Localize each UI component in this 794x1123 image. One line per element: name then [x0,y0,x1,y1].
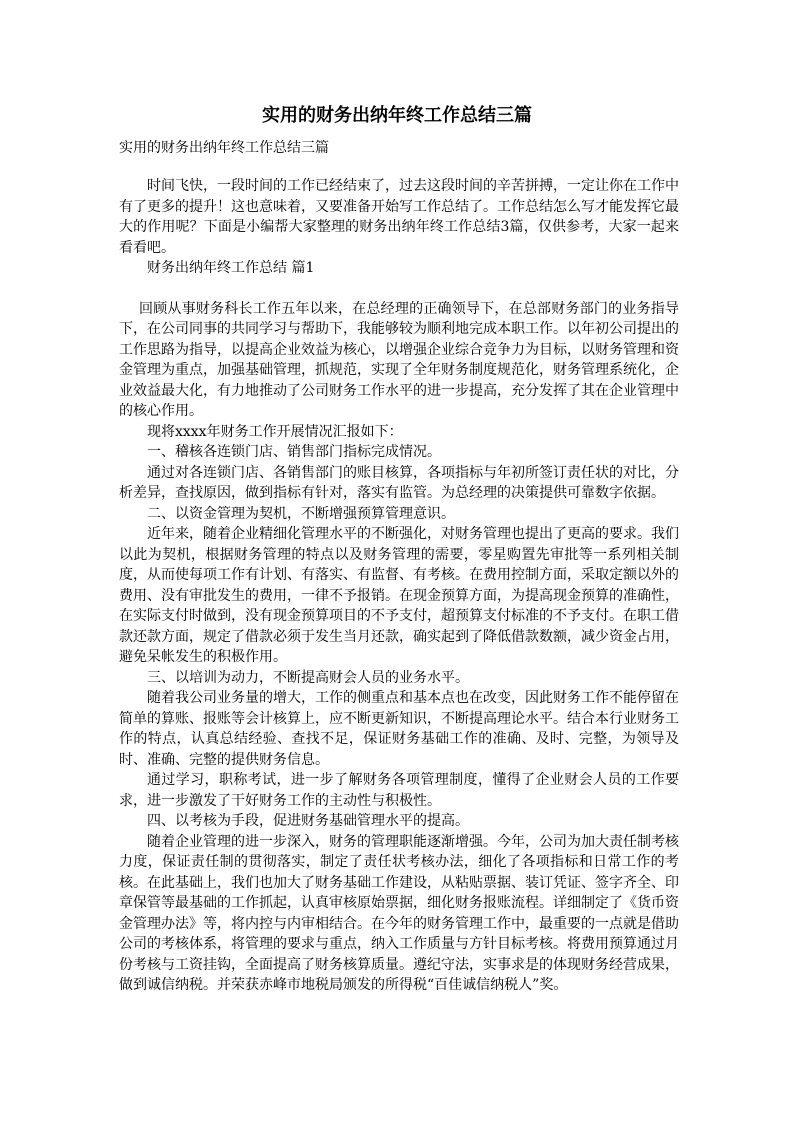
body-paragraph: 随着企业管理的进一步深入，财务的管理职能逐渐增强。今年，公司为加大责任制考核力度，保证责任制的贯彻落实，制定了责任状考核办法，细化了各项指标和日常工作的考核。在此基础上，我们也加大了财务基础工作建设，从粘贴票据、装订凭证、签字齐全、印章保管等最基础的工作抓起，认真审核原始票据，细化财务报账流程。详细制定了《货币资金管理办法》等，将内控与内审相结合。在今年的财务管理工作中，最重要的一点就是借助公司的考核体系，将管理的要求与重点，纳入工作质量与方针目标考核。将费用预算通过月份考核与工资挂钩，全面提高了财务核算质量。遵纪守法，实事求是的体现财务经营成果，做到诚信纳税。并荣获赤峰市地税局颁发的所得税“百佳诚信纳税人”奖。 [119,833,679,993]
document-subtitle: 实用的财务出纳年终工作总结三篇 [119,140,329,156]
body-paragraph: 随着我公司业务量的增大，工作的侧重点和基本点也在改变，因此财务工作不能停留在简单的算账、报账等会计核算上，应不断更新知识，不断提高理论水平。结合本行业财务工作的特点，认真总结经验、查找不足，保证财务基础工作的准确、及时、完整，为领导及时、准确、完整的提供财务信息。 [119,690,679,768]
subheading: 二、以资金管理为契机，不断增强预算管理意识。 [147,505,455,522]
subheading: 四、以考核为手段，促进财务基础管理水平的提高。 [147,813,469,829]
body-paragraph: 回顾从事财务科长工作五年以来，在总经理的正确领导下，在总部财务部门的业务指导下，在公司同事的共同学习与帮助下，我能够较为顺利地完成本职工作。以年初公司提出的工作思路为指导，以提高企业效益为核心，以增强企业综合竞争力为目标，以财务管理和资金管理为重点，加强基础管理，抓规范，实现了全年财务制度规范化，财务管理系统化，企业效益最大化，有力地推动了公司财务工作水平的进一步提高，充分发挥了其在企业管理中的核心作用。 [119,300,679,419]
body-paragraph: 通过对各连锁门店、各销售部门的账目核算，各项指标与年初所签订责任状的对比，分析差异，查找原因，做到指标有针对，落实有监管。为总经理的决策提供可靠数字依据。 [119,464,679,501]
subheading: 三、以培训为动力，不断提高财会人员的业务水平。 [147,669,469,686]
intro-paragraph: 时间飞快，一段时间的工作已经结束了，过去这段时间的辛苦拼搏，一定让你在工作中有了更多的提升！这也意味着，又要准备开始写工作总结了。工作总结怎么写才能发挥它最大的作用呢？下面是小编帮大家整理的财务出纳年终工作总结3篇，仅供参考，大家一起来看看吧。 [119,178,679,256]
body-paragraph: 通过学习，职称考试，进一步了解财务各项管理制度，懂得了企业财会人员的工作要求，进一步激发了干好财务工作的主动性与积极性。 [119,772,679,809]
section-heading: 财务出纳年终工作总结 篇1 [147,260,315,276]
document-body [119,176,679,996]
body-paragraph: 近年来，随着企业精细化管理水平的不断强化，对财务管理也提出了更高的要求。我们以此为契机，根据财务管理的特点以及财务管理的需要，零星购置先审批等一系列相关制度，从而使每项工作有计划、有落实、有监督、有考核。在费用控制方面，采取定额以外的费用、没有审批发生的费用，一律不予报销。在现金预算方面，为提高现金预算的准确性，在实际支付时做到，没有现金预算项目的不予支付，超预算支付标准的不予支付。在职工借款还款方面，规定了借款必须于发生当月还款，确实起到了降低借款数额，减少资金占用，避免呆帐发生的积极作用。 [119,526,679,665]
body-paragraph: 现将xxxx年财务工作开展情况汇报如下： [147,423,403,440]
document-title: 实用的财务出纳年终工作总结三篇 [262,105,532,126]
subheading: 一、稽核各连锁门店、销售部门指标完成情况。 [147,444,441,460]
